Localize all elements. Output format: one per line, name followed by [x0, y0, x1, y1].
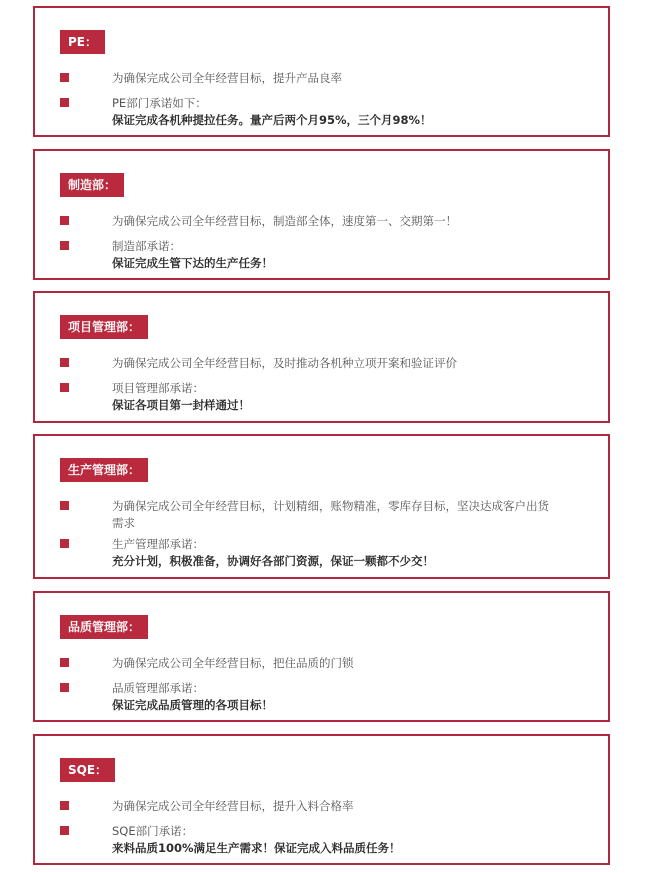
- section-tag: 生产管理部：: [60, 458, 148, 482]
- section-project-management: [33, 291, 610, 423]
- promise-text: 来料品质100%满足生产需求！保证完成入料品质任务！: [112, 841, 401, 855]
- promise-label: 品质管理部承诺：: [112, 681, 204, 695]
- goal-text: 为确保完成公司全年经营目标，把住品质的门锁: [112, 656, 354, 670]
- square-bullet-icon: [60, 801, 69, 810]
- square-bullet-icon: [60, 216, 69, 225]
- promise-label: PE部门承诺如下：: [112, 96, 207, 110]
- goal-text: 为确保完成公司全年经营目标，提升产品良率: [112, 71, 342, 85]
- goal-text: 为确保完成公司全年经营目标，提升入料合格率: [112, 799, 354, 813]
- goal-text-line-1: 为确保完成公司全年经营目标，计划精细，账物精准，零库存目标，坚决达成客户出货: [112, 499, 549, 513]
- section-production-management: [33, 434, 610, 579]
- promise-text: 保证各项目第一封样通过！: [112, 398, 250, 412]
- goal-text: 为确保完成公司全年经营目标，制造部全体，速度第一、交期第一！: [112, 214, 457, 228]
- promise-text: 保证完成各机种提拉任务。量产后两个月95%，三个月98%！: [112, 113, 432, 127]
- section-tag: 制造部：: [60, 173, 124, 197]
- goal-text: 为确保完成公司全年经营目标，及时推动各机种立项开案和验证评价: [112, 356, 457, 370]
- section-sqe: [33, 734, 610, 865]
- section-pe: [33, 6, 610, 137]
- square-bullet-icon: [60, 98, 69, 107]
- section-tag: PE：: [60, 30, 105, 54]
- section-manufacturing: [33, 149, 610, 280]
- square-bullet-icon: [60, 73, 69, 82]
- section-quality-management: [33, 591, 610, 722]
- square-bullet-icon: [60, 501, 69, 510]
- square-bullet-icon: [60, 358, 69, 367]
- promise-label: SQE部门承诺：: [112, 824, 194, 838]
- square-bullet-icon: [60, 241, 69, 250]
- promise-label: 生产管理部承诺：: [112, 537, 204, 551]
- square-bullet-icon: [60, 383, 69, 392]
- promise-label: 制造部承诺：: [112, 239, 181, 253]
- promise-text: 保证完成生管下达的生产任务！: [112, 256, 273, 270]
- promise-text: 充分计划，积极准备，协调好各部门资源，保证一颗都不少交！: [112, 554, 434, 568]
- section-tag: SQE：: [60, 758, 115, 782]
- section-tag: 品质管理部：: [60, 615, 148, 639]
- square-bullet-icon: [60, 683, 69, 692]
- promise-label: 项目管理部承诺：: [112, 381, 204, 395]
- square-bullet-icon: [60, 826, 69, 835]
- square-bullet-icon: [60, 539, 69, 548]
- section-tag: 项目管理部：: [60, 315, 148, 339]
- goal-text-line-2: 需求: [112, 516, 135, 530]
- square-bullet-icon: [60, 658, 69, 667]
- promise-text: 保证完成品质管理的各项目标！: [112, 698, 273, 712]
